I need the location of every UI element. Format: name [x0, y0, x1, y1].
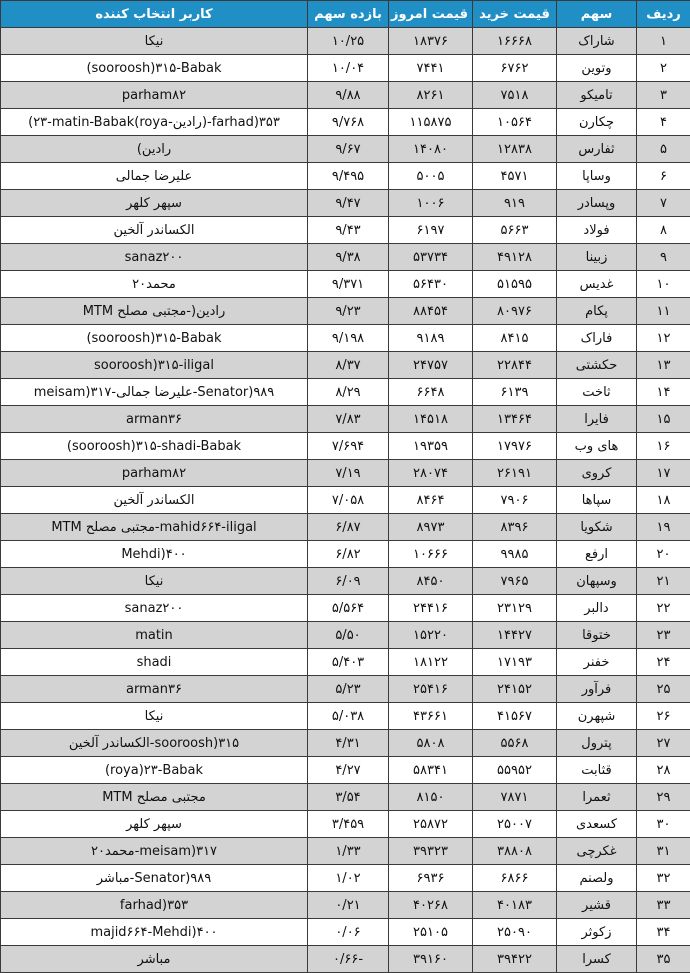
table-row: [1, 190, 690, 217]
symbol-cell: تامیکو: [557, 82, 637, 109]
header-row-number: ردیف: [637, 1, 690, 28]
buy-price-cell: ۶۱۳۹: [473, 379, 557, 406]
row-number-cell: ۱۸: [637, 487, 690, 514]
table-row: [1, 730, 690, 757]
return-cell: ۰/۲۱: [308, 892, 389, 919]
today-price-cell: ۱۴۰۸۰: [389, 136, 473, 163]
symbol-cell: ولصنم: [557, 865, 637, 892]
header-symbol: سهم: [557, 1, 637, 28]
today-price-cell: ۳۹۳۲۳: [389, 838, 473, 865]
row-number-cell: ۳: [637, 82, 690, 109]
table-row: [1, 757, 690, 784]
row-number-cell: ۱۰: [637, 271, 690, 298]
selecting-users-cell: sooroosh)۳۱۵-shadi-Babak): [1, 433, 308, 460]
return-cell: ۶/۰۹: [308, 568, 389, 595]
table-row: [1, 541, 690, 568]
row-number-cell: ۲۳: [637, 622, 690, 649]
selecting-users-cell: سپهر کلهر: [1, 811, 308, 838]
buy-price-cell: ۱۴۴۲۷: [473, 622, 557, 649]
today-price-cell: ۱۸۳۷۶: [389, 28, 473, 55]
header-selecting-users: کاربر انتخاب کننده: [1, 1, 308, 28]
symbol-cell: خفنر: [557, 649, 637, 676]
return-cell: ۷/۰۵۸: [308, 487, 389, 514]
table-row: [1, 379, 690, 406]
row-number-cell: ۱۲: [637, 325, 690, 352]
buy-price-cell: ۲۳۱۲۹: [473, 595, 557, 622]
selecting-users-cell: Senator)۹۸۹-علیرضا جمالی-meisam)۳۱۷: [1, 379, 308, 406]
return-cell: ۷/۶۹۴: [308, 433, 389, 460]
return-cell: ۱۰/۲۵: [308, 28, 389, 55]
selecting-users-cell: مجتبی مصلح MTM: [1, 784, 308, 811]
table-row: [1, 892, 690, 919]
symbol-cell: ثعمرا: [557, 784, 637, 811]
table-row: [1, 595, 690, 622]
return-cell: ۳/۵۴: [308, 784, 389, 811]
buy-price-cell: ۵۵۹۵۲: [473, 757, 557, 784]
selecting-users-cell: sooroosh)۳۱۵-الکساندر آلخین: [1, 730, 308, 757]
table-row: [1, 811, 690, 838]
table-row: [1, 82, 690, 109]
selecting-users-cell: الکساندر آلخین: [1, 487, 308, 514]
buy-price-cell: ۷۹۰۶: [473, 487, 557, 514]
return-cell: ۴/۲۷: [308, 757, 389, 784]
today-price-cell: ۱۰۶۶۶: [389, 541, 473, 568]
symbol-cell: شپهرن: [557, 703, 637, 730]
today-price-cell: ۶۶۴۸: [389, 379, 473, 406]
symbol-cell: کسعدی: [557, 811, 637, 838]
buy-price-cell: ۱۷۹۷۶: [473, 433, 557, 460]
symbol-cell: کسرا: [557, 946, 637, 973]
return-cell: ۱/۳۳: [308, 838, 389, 865]
selecting-users-cell: sooroosh)۳۱۵-iligal: [1, 352, 308, 379]
buy-price-cell: ۲۶۱۹۱: [473, 460, 557, 487]
table-row: [1, 28, 690, 55]
symbol-cell: پترول: [557, 730, 637, 757]
selecting-users-cell: رادین(-مجتبی مصلح MTM: [1, 298, 308, 325]
table-row: [1, 460, 690, 487]
today-price-cell: ۲۵۴۱۶: [389, 676, 473, 703]
table-row: [1, 676, 690, 703]
table-row: [1, 784, 690, 811]
table-row: [1, 352, 690, 379]
symbol-cell: وتوین: [557, 55, 637, 82]
return-cell: ۸/۲۹: [308, 379, 389, 406]
buy-price-cell: ۱۰۵۶۴: [473, 109, 557, 136]
symbol-cell: ثاخت: [557, 379, 637, 406]
table-row: [1, 109, 690, 136]
selecting-users-cell: مباشر: [1, 946, 308, 973]
row-number-cell: ۲۰: [637, 541, 690, 568]
buy-price-cell: ۴۵۷۱: [473, 163, 557, 190]
row-number-cell: ۲۸: [637, 757, 690, 784]
row-number-cell: ۲۴: [637, 649, 690, 676]
selecting-users-cell: mahid۶۶۴-iligal-مجتبی مصلح MTM: [1, 514, 308, 541]
symbol-cell: فولاد: [557, 217, 637, 244]
selecting-users-cell: matin: [1, 622, 308, 649]
return-cell: ۵/۰۳۸: [308, 703, 389, 730]
return-cell: ۹/۴۳: [308, 217, 389, 244]
row-number-cell: ۲۱: [637, 568, 690, 595]
return-cell: ۹/۶۷: [308, 136, 389, 163]
today-price-cell: ۱۹۳۵۹: [389, 433, 473, 460]
today-price-cell: ۶۱۹۷: [389, 217, 473, 244]
buy-price-cell: ۲۵۰۰۷: [473, 811, 557, 838]
buy-price-cell: ۱۳۴۶۴: [473, 406, 557, 433]
buy-price-cell: ۸۴۱۵: [473, 325, 557, 352]
buy-price-cell: ۸۳۹۶: [473, 514, 557, 541]
selecting-users-cell: majid۶۶۴-Mehdi)۴۰۰: [1, 919, 308, 946]
return-cell: ۹/۲۳: [308, 298, 389, 325]
selecting-users-cell: سپهر کلهر: [1, 190, 308, 217]
today-price-cell: ۲۵۸۷۲: [389, 811, 473, 838]
table-row: [1, 838, 690, 865]
buy-price-cell: ۶۷۶۲: [473, 55, 557, 82]
selecting-users-cell: parham۸۲: [1, 82, 308, 109]
selecting-users-cell: roya)۲۳-Babak): [1, 757, 308, 784]
today-price-cell: ۱۰۰۶: [389, 190, 473, 217]
return-cell: ۱/۰۲: [308, 865, 389, 892]
selecting-users-cell: Senator)۹۸۹-مباشر: [1, 865, 308, 892]
symbol-cell: وپسادر: [557, 190, 637, 217]
buy-price-cell: ۳۹۴۲۲: [473, 946, 557, 973]
row-number-cell: ۳۱: [637, 838, 690, 865]
buy-price-cell: ۸۰۹۷۶: [473, 298, 557, 325]
today-price-cell: ۲۴۴۱۶: [389, 595, 473, 622]
row-number-cell: ۴: [637, 109, 690, 136]
selecting-users-cell: shadi: [1, 649, 308, 676]
today-price-cell: ۱۸۱۲۲: [389, 649, 473, 676]
buy-price-cell: ۲۲۸۴۴: [473, 352, 557, 379]
selecting-users-cell: الکساندر آلخین: [1, 217, 308, 244]
today-price-cell: ۶۹۳۶: [389, 865, 473, 892]
return-cell: ۹/۸۸: [308, 82, 389, 109]
row-number-cell: ۱۵: [637, 406, 690, 433]
today-price-cell: ۵۶۴۳۰: [389, 271, 473, 298]
symbol-cell: شکویا: [557, 514, 637, 541]
today-price-cell: ۵۸۳۴۱: [389, 757, 473, 784]
row-number-cell: ۱۱: [637, 298, 690, 325]
table-body: [1, 28, 690, 973]
selecting-users-cell: farhad)۳۵۳-(رادین-roya)۲۳-matin-Babak): [1, 109, 308, 136]
today-price-cell: ۷۴۴۱: [389, 55, 473, 82]
symbol-cell: ارفع: [557, 541, 637, 568]
today-price-cell: ۲۴۷۵۷: [389, 352, 473, 379]
table-row: [1, 271, 690, 298]
selecting-users-cell: farhad)۳۵۳: [1, 892, 308, 919]
today-price-cell: ۸۲۶۱: [389, 82, 473, 109]
symbol-cell: کروی: [557, 460, 637, 487]
symbol-cell: وسپهان: [557, 568, 637, 595]
today-price-cell: ۸۴۶۴: [389, 487, 473, 514]
symbol-cell: قثابت: [557, 757, 637, 784]
return-cell: ۹/۳۸: [308, 244, 389, 271]
table-row: [1, 325, 690, 352]
return-cell: ۱۰/۰۴: [308, 55, 389, 82]
row-number-cell: ۳۲: [637, 865, 690, 892]
return-cell: ۹/۴۷: [308, 190, 389, 217]
return-cell: ۸/۳۷: [308, 352, 389, 379]
selecting-users-cell: نیکا: [1, 28, 308, 55]
symbol-cell: سپاها: [557, 487, 637, 514]
row-number-cell: ۳۴: [637, 919, 690, 946]
table-row: [1, 298, 690, 325]
row-number-cell: ۲۷: [637, 730, 690, 757]
selecting-users-cell: sooroosh)۳۱۵-Babak): [1, 55, 308, 82]
symbol-cell: زبینا: [557, 244, 637, 271]
table-row: [1, 487, 690, 514]
row-number-cell: ۳۰: [637, 811, 690, 838]
row-number-cell: ۲۹: [637, 784, 690, 811]
symbol-cell: فاراک: [557, 325, 637, 352]
buy-price-cell: ۴۹۱۲۸: [473, 244, 557, 271]
buy-price-cell: ۹۱۹: [473, 190, 557, 217]
header-row: [1, 1, 690, 28]
table-row: [1, 136, 690, 163]
today-price-cell: ۱۱۵۸۷۵: [389, 109, 473, 136]
today-price-cell: ۲۵۱۰۵: [389, 919, 473, 946]
table-row: [1, 163, 690, 190]
symbol-cell: دالبر: [557, 595, 637, 622]
return-cell: ۰/۰۶: [308, 919, 389, 946]
table-row: [1, 568, 690, 595]
selecting-users-cell: رادین): [1, 136, 308, 163]
header-today-price: قیمت امروز: [389, 1, 473, 28]
row-number-cell: ۱۹: [637, 514, 690, 541]
table-row: [1, 865, 690, 892]
row-number-cell: ۲: [637, 55, 690, 82]
return-cell: ۹/۷۶۸: [308, 109, 389, 136]
row-number-cell: ۱: [637, 28, 690, 55]
row-number-cell: ۲۶: [637, 703, 690, 730]
row-number-cell: ۲۵: [637, 676, 690, 703]
selecting-users-cell: parham۸۲: [1, 460, 308, 487]
symbol-cell: زکوثر: [557, 919, 637, 946]
symbol-cell: وساپا: [557, 163, 637, 190]
buy-price-cell: ۵۶۶۳: [473, 217, 557, 244]
return-cell: ۹/۴۹۵: [308, 163, 389, 190]
selecting-users-cell: arman۳۶: [1, 406, 308, 433]
buy-price-cell: ۲۵۰۹۰: [473, 919, 557, 946]
buy-price-cell: ۵۱۵۹۵: [473, 271, 557, 298]
symbol-cell: ثفارس: [557, 136, 637, 163]
row-number-cell: ۱۶: [637, 433, 690, 460]
table-row: [1, 217, 690, 244]
row-number-cell: ۱۴: [637, 379, 690, 406]
selecting-users-cell: محمد۲۰: [1, 271, 308, 298]
symbol-cell: فرآور: [557, 676, 637, 703]
table-row: [1, 622, 690, 649]
buy-price-cell: ۳۸۸۰۸: [473, 838, 557, 865]
row-number-cell: ۶: [637, 163, 690, 190]
header-stock-return: بازده سهم: [308, 1, 389, 28]
buy-price-cell: ۱۶۶۶۸: [473, 28, 557, 55]
today-price-cell: ۱۴۵۱۸: [389, 406, 473, 433]
today-price-cell: ۴۰۲۶۸: [389, 892, 473, 919]
today-price-cell: ۱۵۲۲۰: [389, 622, 473, 649]
selecting-users-cell: meisam)۳۱۷-محمد۲۰: [1, 838, 308, 865]
table-row: [1, 514, 690, 541]
table-row: [1, 703, 690, 730]
selecting-users-cell: نیکا: [1, 568, 308, 595]
table-row: [1, 433, 690, 460]
buy-price-cell: ۷۵۱۸: [473, 82, 557, 109]
symbol-cell: چکارن: [557, 109, 637, 136]
today-price-cell: ۹۱۸۹: [389, 325, 473, 352]
buy-price-cell: ۷۸۷۱: [473, 784, 557, 811]
header-buy-price: قیمت خرید: [473, 1, 557, 28]
today-price-cell: ۵۸۰۸: [389, 730, 473, 757]
today-price-cell: ۸۱۵۰: [389, 784, 473, 811]
selecting-users-cell: Mehdi)۴۰۰: [1, 541, 308, 568]
table-row: [1, 946, 690, 973]
symbol-cell: پکام: [557, 298, 637, 325]
today-price-cell: ۲۸۰۷۴: [389, 460, 473, 487]
row-number-cell: ۳۳: [637, 892, 690, 919]
symbol-cell: غدیس: [557, 271, 637, 298]
today-price-cell: ۳۹۱۶۰: [389, 946, 473, 973]
buy-price-cell: ۶۸۶۶: [473, 865, 557, 892]
buy-price-cell: ۴۱۵۶۷: [473, 703, 557, 730]
return-cell: ۳/۴۵۹: [308, 811, 389, 838]
return-cell: ۶/۸۲: [308, 541, 389, 568]
return-cell: ۴/۳۱: [308, 730, 389, 757]
table-row: [1, 244, 690, 271]
today-price-cell: ۵۳۷۳۴: [389, 244, 473, 271]
return-cell: ۵/۵۰: [308, 622, 389, 649]
selecting-users-cell: نیکا: [1, 703, 308, 730]
symbol-cell: فایرا: [557, 406, 637, 433]
return-cell: -۰/۶۶: [308, 946, 389, 973]
return-cell: ۹/۱۹۸: [308, 325, 389, 352]
table-header: [1, 1, 690, 28]
row-number-cell: ۵: [637, 136, 690, 163]
today-price-cell: ۵۰۰۵: [389, 163, 473, 190]
selecting-users-cell: sooroosh)۳۱۵-Babak): [1, 325, 308, 352]
buy-price-cell: ۱۲۸۳۸: [473, 136, 557, 163]
buy-price-cell: ۲۴۱۵۲: [473, 676, 557, 703]
return-cell: ۵/۲۳: [308, 676, 389, 703]
table-row: [1, 919, 690, 946]
symbol-cell: غکرچی: [557, 838, 637, 865]
today-price-cell: ۸۸۴۵۴: [389, 298, 473, 325]
return-cell: ۷/۸۳: [308, 406, 389, 433]
selecting-users-cell: sanaz۲۰۰: [1, 244, 308, 271]
row-number-cell: ۳۵: [637, 946, 690, 973]
symbol-cell: ختوقا: [557, 622, 637, 649]
return-cell: ۵/۴۰۳: [308, 649, 389, 676]
buy-price-cell: ۹۹۸۵: [473, 541, 557, 568]
return-cell: ۹/۳۷۱: [308, 271, 389, 298]
buy-price-cell: ۵۵۶۸: [473, 730, 557, 757]
symbol-cell: های وب: [557, 433, 637, 460]
symbol-cell: حکشتی: [557, 352, 637, 379]
row-number-cell: ۷: [637, 190, 690, 217]
today-price-cell: ۴۳۶۶۱: [389, 703, 473, 730]
row-number-cell: ۱۳: [637, 352, 690, 379]
symbol-cell: قشیر: [557, 892, 637, 919]
table-row: [1, 55, 690, 82]
selecting-users-cell: arman۳۶: [1, 676, 308, 703]
row-number-cell: ۸: [637, 217, 690, 244]
buy-price-cell: ۷۹۶۵: [473, 568, 557, 595]
return-cell: ۵/۵۶۴: [308, 595, 389, 622]
buy-price-cell: ۱۷۱۹۳: [473, 649, 557, 676]
symbol-cell: شاراک: [557, 28, 637, 55]
today-price-cell: ۸۴۵۰: [389, 568, 473, 595]
row-number-cell: ۱۷: [637, 460, 690, 487]
row-number-cell: ۹: [637, 244, 690, 271]
row-number-cell: ۲۲: [637, 595, 690, 622]
selecting-users-cell: علیرضا جمالی: [1, 163, 308, 190]
selecting-users-cell: sanaz۲۰۰: [1, 595, 308, 622]
return-cell: ۶/۸۷: [308, 514, 389, 541]
return-cell: ۷/۱۹: [308, 460, 389, 487]
table-row: [1, 406, 690, 433]
today-price-cell: ۸۹۷۳: [389, 514, 473, 541]
table-row: [1, 649, 690, 676]
buy-price-cell: ۴۰۱۸۳: [473, 892, 557, 919]
